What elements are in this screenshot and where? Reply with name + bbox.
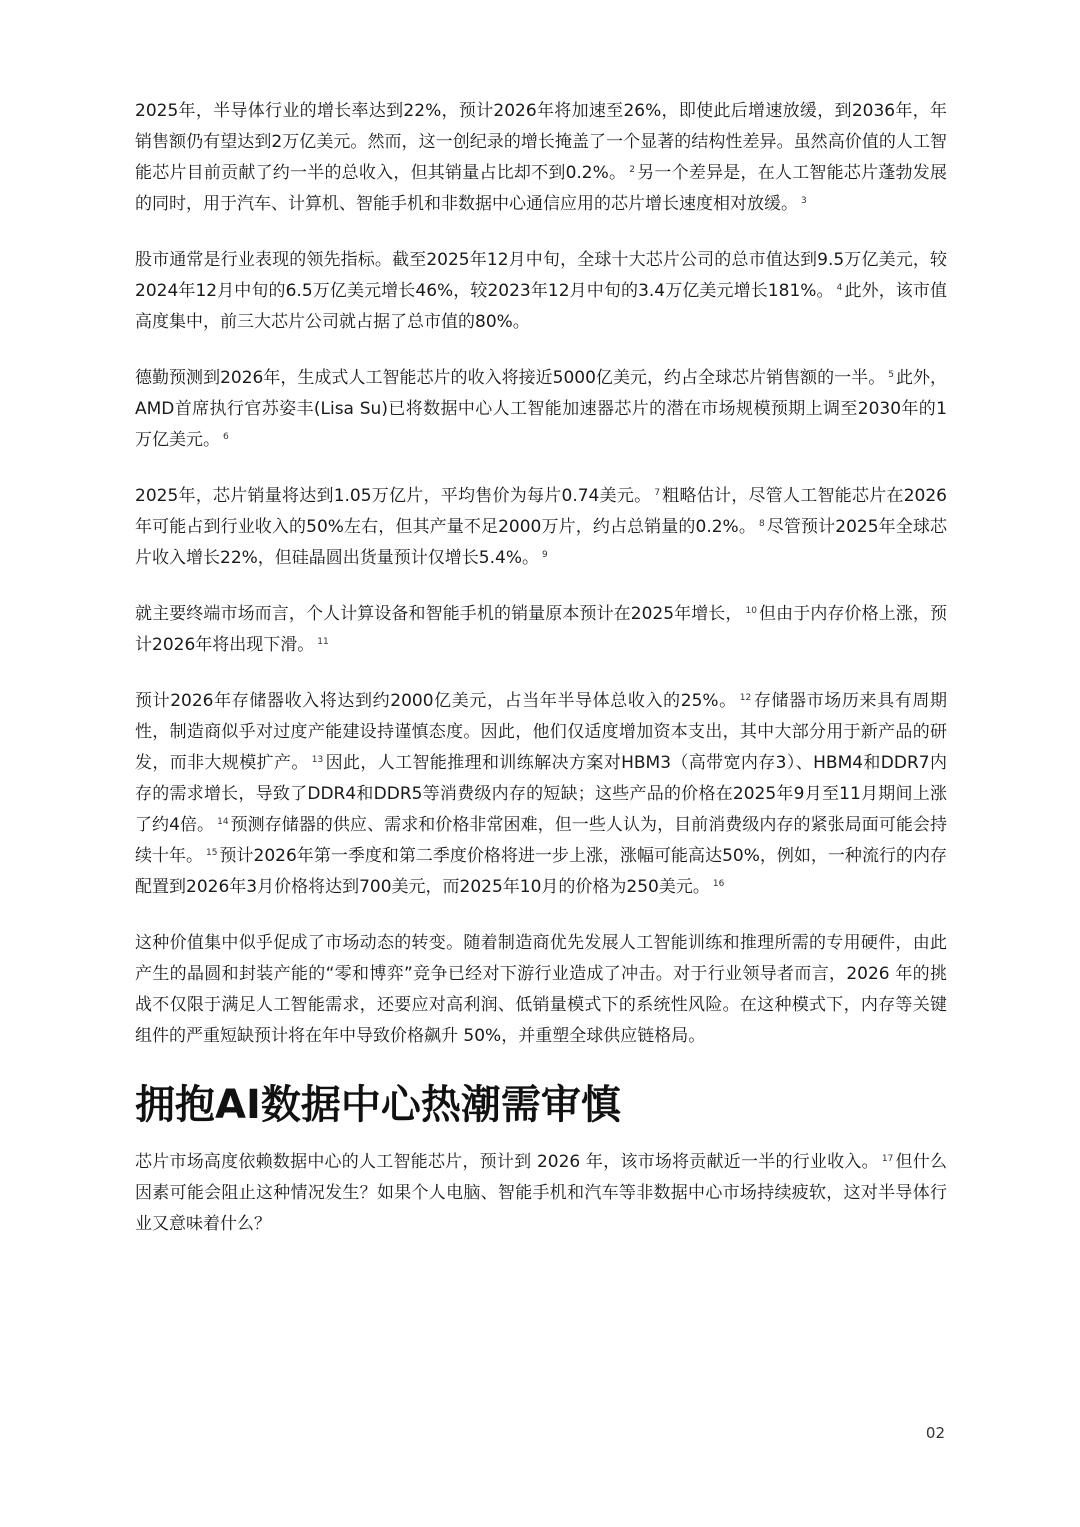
paragraph-text: 股市通常是行业表现的领先指标。截至2025年12月中旬，全球十大芯片公司的总市值达到9.5万亿美元，较2024年12月中旬的6.5万亿美元增长46%，较2023年12月中旬的3.4万亿美元增长181%。 (135, 250, 947, 301)
paragraph-text: 粗略估计，尽管人工智能芯片在2026年可能占到行业收入的50%左右，但其产量不足2000万片，约占总销量的0.2%。 (135, 486, 947, 537)
paragraph-text: 芯片市场高度依赖数据中心的人工智能芯片，预计到 2026 年，该市场将贡献近一半的行业收入。 (135, 1152, 879, 1172)
body-paragraph (135, 245, 947, 338)
footnote-marker: 14 (217, 817, 229, 827)
footnote-marker: 15 (206, 848, 218, 858)
page-number: 02 (925, 1424, 945, 1442)
body-paragraph (135, 686, 947, 903)
footnote-marker: 17 (881, 1154, 894, 1164)
paragraph-text: 预计2026年存储器收入将达到约2000亿美元，占当年半导体总收入的25%。 (135, 691, 737, 711)
footnote-marker: 2 (629, 165, 635, 175)
paragraph-text: 这种价值集中似乎促成了市场动态的转变。随着制造商优先发展人工智能训练和推理所需的专用硬件，由此产生的晶圆和封装产能的“零和博弈”竞争已经对下游行业造成了冲击。对于行业领导者而言，2026 年的挑战不仅限于满足人工智能需求，还要应对高利润、低销量模式下的系统性风险。在这种模式下，内存等关键组件的严重短缺预计将在年中导致价格飙升 50%，并重塑全球供应链格局。 (135, 933, 947, 1046)
paragraph-text: 预计2026年第一季度和第二季度价格将进一步上涨，涨幅可能高达50%，例如，一种流行的内存配置到2026年3月价格将达到700美元，而2025年10月的价格为250美元。 (135, 846, 947, 897)
body-paragraph (135, 1147, 947, 1240)
body-paragraph (135, 928, 947, 1052)
footnote-marker: 3 (801, 196, 807, 206)
body-paragraph (135, 96, 947, 220)
footnote-marker: 7 (654, 488, 661, 498)
paragraph-text: 存储器市场历来具有周期性，制造商似乎对过度产能建设持谨慎态度。因此，他们仅适度增加资本支出，其中大部分用于新产品的研发，而非大规模扩产。 (135, 691, 948, 773)
paragraph-text: 此外，AMD首席执行官苏姿丰(Lisa Su)已将数据中心人工智能加速器芯片的潜在市场规模预期上调至2030年的1万亿美元。 (135, 368, 948, 450)
footnote-marker: 16 (712, 879, 725, 889)
paragraph-text: 就主要终端市场而言，个人计算设备和智能手机的销量原本预计在2025年增长， (135, 604, 743, 624)
body-paragraph (135, 481, 947, 574)
paragraph-text: 另一个差异是，在人工智能芯片蓬勃发展的同时，用于汽车、计算机、智能手机和非数据中心通信应用的芯片增长速度相对放缓。 (135, 163, 947, 214)
document-page (135, 96, 947, 1265)
body-paragraph (135, 363, 947, 456)
paragraph-text: 但由于内存价格上涨，预计2026年将出现下滑。 (135, 604, 947, 655)
footnote-marker: 8 (758, 519, 765, 529)
footnote-marker: 5 (888, 370, 894, 380)
footnote-marker: 9 (541, 550, 548, 560)
footnote-marker: 4 (836, 283, 843, 293)
section-heading: 拥抱AI数据中心热潮需审慎 (135, 1082, 621, 1128)
footnote-marker: 6 (223, 432, 229, 442)
paragraph-text: 德勤预测到2026年，生成式人工智能芯片的收入将接近5000亿美元，约占全球芯片销售额的一半。 (135, 368, 886, 388)
footnote-marker: 13 (311, 755, 324, 765)
body-paragraph (135, 599, 947, 661)
paragraph-text: 预测存储器的供应、需求和价格非常困难，但一些人认为，目前消费级内存的紧张局面可能会持续十年。 (135, 815, 947, 866)
paragraph-text: 尽管预计2025年全球芯片收入增长22%，但硅晶圆出货量预计仅增长5.4%。 (135, 517, 947, 568)
paragraph-text: 2025年，芯片销量将达到1.05万亿片，平均售价为每片0.74美元。 (135, 486, 652, 506)
paragraph-text: 因此，人工智能推理和训练解决方案对HBM3（高带宽内存3）、HBM4和DDR7内存的需求增长，导致了DDR4和DDR5等消费级内存的短缺；这些产品的价格在2025年9月至11月期间上涨了约4倍。 (135, 753, 947, 835)
paragraph-text: 2025年，半导体行业的增长率达到22%，预计2026年将加速至26%，即使此后增速放缓，到2036年，年销售额仍有望达到2万亿美元。然而，这一创纪录的增长掩盖了一个显著的结构性差异。虽然高价值的人工智能芯片目前贡献了约一半的总收入，但其销量占比却不到0.2%。 (135, 101, 947, 183)
paragraph-text: 此外，该市值高度集中，前三大芯片公司就占据了总市值的80%。 (135, 281, 948, 332)
footnote-marker: 12 (739, 693, 752, 703)
footnote-marker: 11 (317, 637, 329, 647)
footnote-marker: 10 (745, 606, 757, 616)
paragraph-text: 但什么因素可能会阻止这种情况发生？如果个人电脑、智能手机和汽车等非数据中心市场持续疲软，这对半导体行业又意味着什么？ (135, 1152, 947, 1234)
